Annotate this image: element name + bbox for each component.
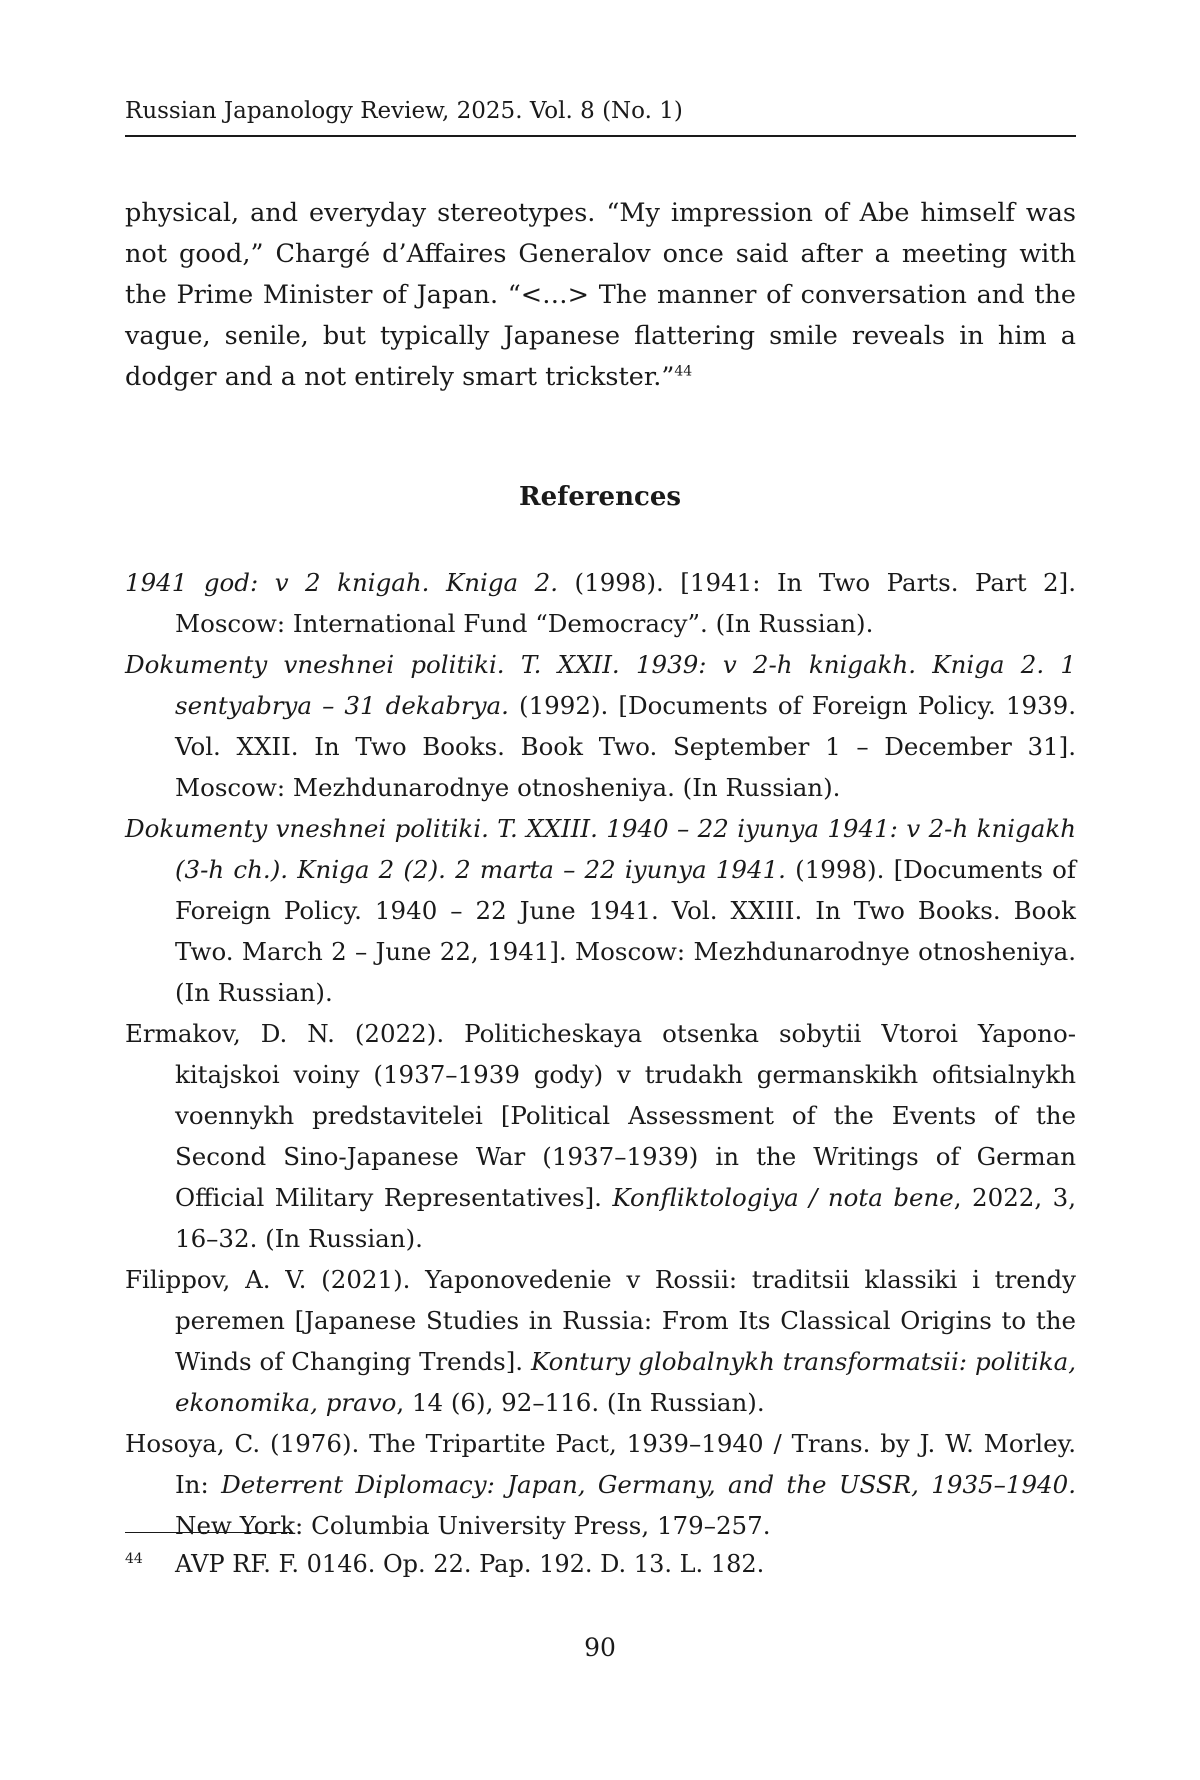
reference-details: (1998). [Documents of Foreign Policy. 1940 – 22 June 1941. Vol. XXIII. In Two Books. Book Two. March 2 – June 22, 1941]. Moscow: Mezhdunarodnye otnosheniya. (In Russian).: [175, 855, 1077, 1007]
reference-title: Dokumenty vneshnei politiki. T. XXIII. 1940 – 22 iyunya 1941: v 2-h knigakh (3-h ch.). Kniga 2 (2). 2 marta – 22 iyunya 1941.: [125, 814, 1076, 884]
reference-item: [125, 1259, 1076, 1423]
references-list: [125, 562, 1076, 1546]
footnote-marker[interactable]: 44: [674, 363, 693, 380]
reference-authors: Hosoya, C. (1976). The Tripartite Pact, 1939–1940 / Trans. by J. W. Morley. In:: [125, 1429, 1076, 1499]
footnote-text: AVP RF. F. 0146. Op. 22. Pap. 192. D. 13. L. 182.: [175, 1550, 765, 1578]
reference-book-title: Deterrent Diplomacy: Japan, Germany, and the USSR, 1935–1940.: [221, 1470, 1077, 1499]
reference-journal: Kontury globalnykh transformatsii: politika, ekonomika, pravo: [175, 1347, 1076, 1417]
paragraph-text: physical, and everyday stereotypes. “My impression of Abe himself was not good,” Chargé d’Affaires Generalov once said after a meeting with the Prime Minister of Japan. “<…> The manner of conversation and the vague, senile, but typically Japanese flattering smile reveals in him a dodger and a not entirely smart trickster.”: [125, 198, 1076, 392]
body-paragraph: [125, 193, 1076, 398]
reference-item: [125, 1013, 1076, 1259]
reference-details: (1998). [1941: In Two Parts. Part 2]. Moscow: International Fund “Democracy”. (In Russian).: [175, 568, 1076, 638]
journal-title: Russian Japanology Review, 2025. Vol. 8 (No. 1): [125, 98, 683, 124]
reference-item: [125, 562, 1076, 644]
reference-title: 1941 god: v 2 knigah. Kniga 2.: [125, 568, 559, 597]
footnote-divider: [125, 1532, 291, 1533]
reference-item: [125, 1423, 1076, 1546]
running-header: [125, 96, 1076, 137]
reference-authors: Filippov, A. V. (2021). Yaponovedenie v Rossii: traditsii klassiki i trendy peremen [Japanese Studies in Russia: From Its Classical Origins to the Winds of Changing Trends].: [125, 1265, 1076, 1376]
reference-authors: Ermakov, D. N. (2022). Politicheskaya otsenka sobytii Vtoroi Yapono-kitajskoi voiny (1937–1939 gody) v trudakh germanskikh ofitsialnykh voennykh predstavitelei [Political Assessment of the Events of the Second Sino-Japanese War (1937–1939) in the Writings of German Official Military Representatives].: [125, 1019, 1076, 1212]
references-heading: References: [518, 482, 682, 512]
reference-details: , 14 (6), 92–116. (In Russian).: [396, 1388, 765, 1417]
footnote: 44 AVP RF. F. 0146. Op. 22. Pap. 192. D. 13. L. 182.: [125, 1550, 765, 1578]
reference-details: New York: Columbia University Press, 179–257.: [175, 1511, 771, 1540]
reference-details: (1992). [Documents of Foreign Policy. 1939. Vol. XXII. In Two Books. Book Two. September 1 – December 31]. Moscow: Mezhdunarodnye otnosheniya. (In Russian).: [175, 691, 1077, 802]
page-number: 90: [584, 1633, 616, 1662]
reference-item: [125, 644, 1076, 808]
reference-journal: Konfliktologiya / nota bene: [612, 1183, 954, 1212]
reference-item: [125, 808, 1076, 1013]
reference-details: , 2022, 3, 16–32. (In Russian).: [175, 1183, 1076, 1253]
reference-title: Dokumenty vneshnei politiki. T. XXII. 1939: v 2-h knigakh. Kniga 2. 1 sentyabrya – 31 dekabrya.: [125, 650, 1076, 720]
